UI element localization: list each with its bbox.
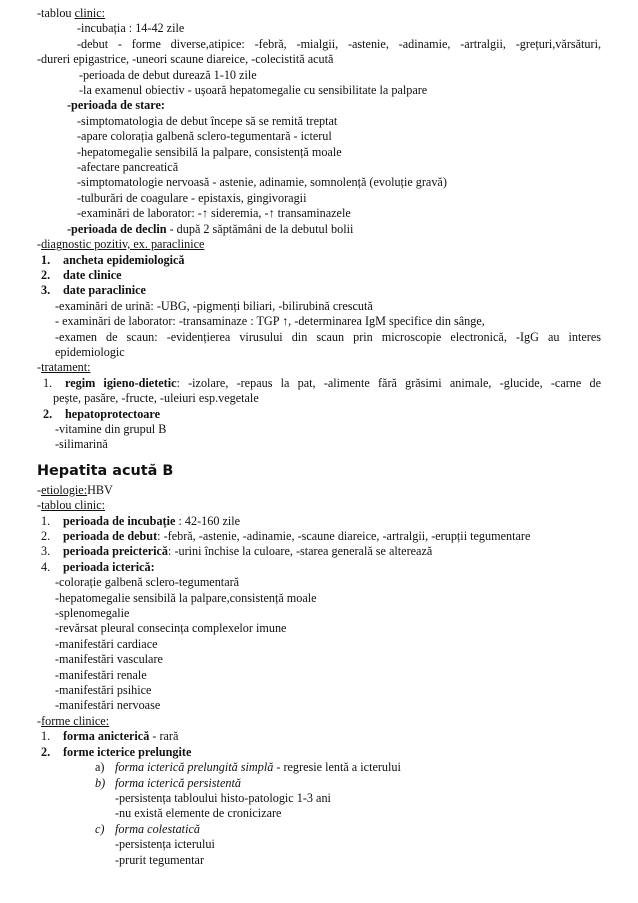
tablou-clinic-heading: -tablou clinic: [37,6,106,20]
hepatita-b-heading: Hepatita acută B [37,462,174,479]
stare-item: -hepatomegalie sensibilă la palpare, consistență moale [77,144,342,159]
icterica-item: -revărsat pleural consecința complexelor imune [55,621,287,636]
debut-durata-line: -perioada de debut durează 1-10 zile [79,67,257,82]
icterica-item: -colorație galbenă sclero-tegumentară [55,575,240,590]
stare-item: -tulburări de coagulare - epistaxis, gingivoragii [77,190,307,205]
stare-item: -simptomatologia de debut începe să se remită treptat [77,113,338,128]
forma-item: 1. forma anicterică - rară [41,729,179,744]
debut-line-2: -dureri epigastrice, -uneori scaune diareice, -colecistită acută [37,52,334,67]
stare-item: -simptomatologie nervoasă - astenie, adinamie, somnolență (evoluție gravă) [77,175,447,190]
incubatie-line: -incubația : 14-42 zile [77,21,185,36]
icterica-item: -manifestări cardiace [55,636,158,651]
perioada-item: 3. perioada preicterică: -urini închise la culoare, -starea generală se alterează [41,544,433,559]
perioada-declin-line: -perioada de declin - după 2 săptămâni de la debutul bolii [67,221,354,236]
forma-subitem-c: c) forma colestatică [95,821,200,836]
examen-obiectiv-line: -la examenul obiectiv - ușoară hepatomegalie cu sensibilitate la palpare [79,83,428,98]
urina-line: -examinări de urină: -UBG, -pigmenți biliari, -bilirubină crescută [55,298,373,313]
examen-scaun-line-2: epidemiologic [55,344,125,359]
forma-subitem-c-detail: -persistența icterului [115,837,215,852]
perioada-stare-heading: -perioada de stare: [67,98,165,113]
tratament-item-1-line-1: 1. regim igieno-dietetic: -izolare, -repaus la pat, -alimente fără grăsimi animale, -glucide, -carne de [43,375,601,390]
forma-subitem-b: b) forma icterică persistentă [95,775,241,790]
icterica-item: -manifestări psihice [55,683,152,698]
perioada-item: 2. perioada de debut: -febră, -astenie, -adinamie, -scaune diareice, -artralgii, -erupții tegumentare [41,529,531,543]
perioada-item: 4. perioada icterică: [41,559,155,574]
icterica-item: -manifestări vasculare [55,652,163,667]
debut-line-1: -debut - forme diverse,atipice: -febră, -mialgii, -astenie, -adinamie, -artralgii, -grețuri,vărsături, [77,36,601,51]
tratament-sub-item: -silimarină [55,437,108,452]
diagnostic-item: 3. date paraclinice [41,283,146,298]
tratament-item-2: 2. hepatoprotectoare [43,406,160,421]
perioada-item: 1. perioada de incubație : 42-160 zile [41,513,241,528]
icterica-item: -manifestări nervoase [55,698,161,713]
tratament-item-1-line-2: pește, pasăre, -fructe, -uleiuri esp.vegetale [53,391,259,406]
tratament-sub-item: -vitamine din grupul B [55,421,167,436]
forma-subitem-a: a) forma icterică prelungită simplă - regresie lentă a icterului [95,760,401,775]
examen-scaun-line-1: -examen de scaun: -evidențierea virusului din scaun prin microscopie electronică, -IgG au interes [55,329,601,344]
document-page [37,6,601,868]
diagnostic-heading: -diagnostic pozitiv, ex. paraclinice [37,237,205,252]
stare-item: -examinări de laborator: -↑ sideremia, -↑ transaminazele [77,206,351,221]
icterica-item: -splenomegalie [55,606,130,621]
diagnostic-item: 2. date clinice [41,267,122,282]
laborator-line: - examinări de laborator: -transaminaze : TGP ↑, -determinarea IgM specifice din sânge, [55,314,485,329]
diagnostic-item: 1. ancheta epidemiologică [41,252,185,267]
icterica-item: -manifestări renale [55,667,147,682]
tablou-clinic-b-heading: -tablou clinic: [37,498,106,513]
etiologie-line: -etiologie:HBV [37,482,113,497]
forme-clinice-heading: -forme clinice: [37,713,110,728]
icterica-item: -hepatomegalie sensibilă la palpare,consistență moale [55,590,317,605]
tratament-heading: -tratament: [37,360,91,375]
forma-subitem-c-detail: -prurit tegumentar [115,852,205,867]
forma-subitem-b-detail: -nu există elemente de cronicizare [115,806,282,821]
forma-item: 2. forme icterice prelungite [41,744,192,759]
stare-item: -apare colorația galbenă sclero-tegumentară - icterul [77,129,332,144]
stare-item: -afectare pancreatică [77,160,179,175]
forma-subitem-b-detail: -persistența tabloului histo-patologic 1-3 ani [115,790,331,805]
